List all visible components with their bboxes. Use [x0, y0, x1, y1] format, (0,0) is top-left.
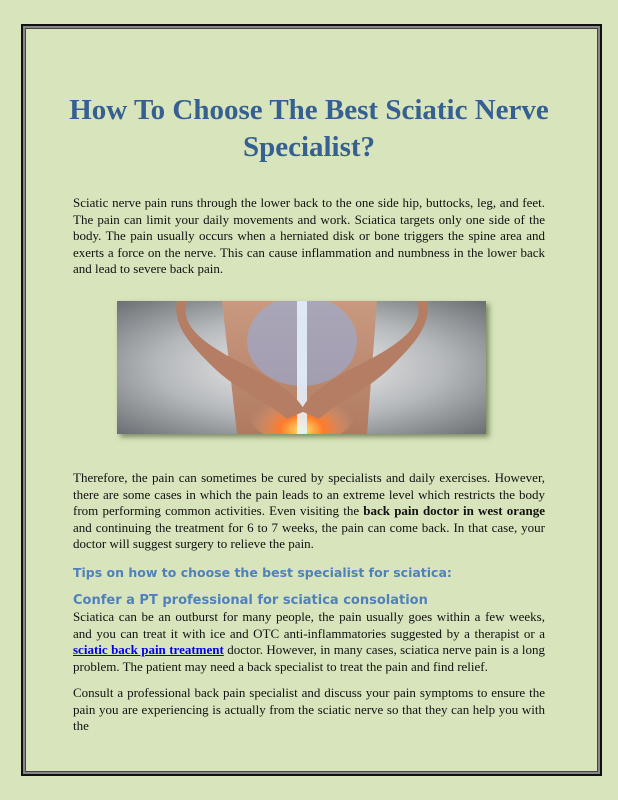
sciatic-back-pain-treatment-link[interactable]: sciatic back pain treatment — [73, 642, 224, 658]
intro-paragraph: Sciatic nerve pain runs through the lower back to the one side hip, buttocks, leg, and feet. The pain can limit your daily movements and work. Sciatica targets only one side of the body. The pain usually occurs when a herniated disk or bone triggers the spine area and exerts a force on the nerve. This can cause inflammation and numbness in the lower back and lead to severe back pain. — [73, 195, 545, 277]
back-pain-image — [117, 301, 486, 434]
tips-heading: Tips on how to choose the best specialist for sciatica: — [73, 565, 452, 580]
bold-keyword: back pain doctor in west orange — [363, 503, 545, 519]
page-title: How To Choose The Best Sciatic Nerve Specialist? — [69, 94, 549, 163]
paragraph-treatment: Therefore, the pain can sometimes be cured by specialists and daily exercises. However, there are some cases in which the pain leads to an extreme level which restricts the body from performing common activities. Even visiting the back pain doctor in west orange and continuing the treatment for 6 to 7 weeks, the pain can come back. In that case, your doctor will suggest surgery to relieve the pain. — [73, 470, 545, 552]
paragraph-consult: Consult a professional back pain specialist and discuss your pain symptoms to ensure the pain you are experiencing is actually from the sciatic nerve so that they can help you with the — [73, 685, 545, 734]
confer-heading: Confer a PT professional for sciatica consolation — [73, 593, 428, 608]
paragraph-sciatica: Sciatica can be an outburst for many people, the pain usually goes within a few weeks, and you can treat it with ice and OTC anti-inflammatories suggested by a therapist or a sciatic back pain treatment doctor. However, in many cases, sciatica nerve pain is a long problem. The patient may need a back specialist to treat the pain and find relief. — [73, 609, 545, 674]
